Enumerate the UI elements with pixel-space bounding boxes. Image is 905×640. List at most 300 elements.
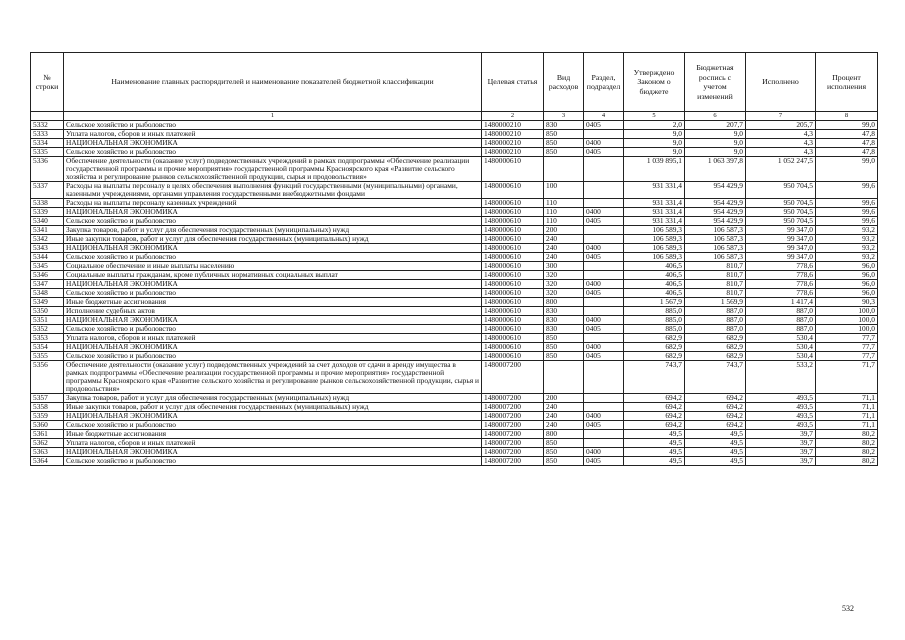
executed-amount: 778,6: [746, 271, 816, 280]
approved-amount: 49,5: [624, 430, 685, 439]
target-article: 1480000610: [482, 307, 544, 316]
approved-amount: 682,9: [624, 334, 685, 343]
executed-amount: 950 704,5: [746, 199, 816, 208]
section-code: [584, 394, 624, 403]
row-name: Сельское хозяйство и рыболовство: [64, 253, 482, 262]
execution-percent: 80,2: [816, 430, 878, 439]
execution-percent: 99,6: [816, 199, 878, 208]
row-number: 5334: [31, 139, 64, 148]
approved-amount: 106 589,3: [624, 253, 685, 262]
budget-amount: 682,9: [685, 343, 746, 352]
row-name: Сельское хозяйство и рыболовство: [64, 325, 482, 334]
row-name: Уплата налогов, сборов и иных платежей: [64, 334, 482, 343]
section-code: 0400: [584, 244, 624, 253]
budget-amount: 954 429,9: [685, 199, 746, 208]
approved-amount: 931 331,4: [624, 217, 685, 226]
row-number: 5360: [31, 421, 64, 430]
approved-amount: 694,2: [624, 421, 685, 430]
execution-percent: 80,2: [816, 448, 878, 457]
section-code: 0400: [584, 448, 624, 457]
approved-amount: 885,0: [624, 316, 685, 325]
target-article: 1480000210: [482, 139, 544, 148]
execution-percent: 100,0: [816, 316, 878, 325]
expense-type: 100: [544, 182, 584, 199]
header-expense-type: Вид расходов: [544, 53, 584, 112]
row-number: 5353: [31, 334, 64, 343]
target-article: 1480000610: [482, 208, 544, 217]
row-name: Закупка товаров, работ и услуг для обеспечения государственных (муниципальных) нужд: [64, 226, 482, 235]
expense-type: 110: [544, 199, 584, 208]
row-name: Сельское хозяйство и рыболовство: [64, 121, 482, 130]
expense-type: 850: [544, 439, 584, 448]
executed-amount: 39,7: [746, 448, 816, 457]
row-name: Иные бюджетные ассигнования: [64, 430, 482, 439]
target-article: 1480000610: [482, 226, 544, 235]
header-row-number: № строки: [31, 53, 64, 112]
row-number: 5350: [31, 307, 64, 316]
table-header-row: [31, 53, 878, 112]
execution-percent: 77,7: [816, 352, 878, 361]
budget-amount: 954 429,9: [685, 182, 746, 199]
row-name: Сельское хозяйство и рыболовство: [64, 421, 482, 430]
budget-amount: 682,9: [685, 352, 746, 361]
budget-amount: 1 569,9: [685, 298, 746, 307]
executed-amount: 530,4: [746, 343, 816, 352]
section-code: 0400: [584, 280, 624, 289]
execution-percent: 93,2: [816, 226, 878, 235]
row-name: НАЦИОНАЛЬНАЯ ЭКОНОМИКА: [64, 448, 482, 457]
expense-type: [544, 157, 584, 182]
executed-amount: 778,6: [746, 280, 816, 289]
budget-amount: 694,2: [685, 394, 746, 403]
budget-amount: 954 429,9: [685, 217, 746, 226]
expense-type: 110: [544, 217, 584, 226]
executed-amount: 39,7: [746, 430, 816, 439]
execution-percent: 93,2: [816, 253, 878, 262]
budget-amount: 887,0: [685, 316, 746, 325]
approved-amount: 49,5: [624, 439, 685, 448]
row-number: 5354: [31, 343, 64, 352]
row-name: НАЦИОНАЛЬНАЯ ЭКОНОМИКА: [64, 208, 482, 217]
expense-type: 200: [544, 394, 584, 403]
target-article: 1480000210: [482, 121, 544, 130]
budget-amount: 810,7: [685, 289, 746, 298]
row-number: 5347: [31, 280, 64, 289]
expense-type: 300: [544, 262, 584, 271]
execution-percent: 71,1: [816, 412, 878, 421]
execution-percent: 99,0: [816, 121, 878, 130]
executed-amount: 530,4: [746, 352, 816, 361]
budget-amount: 9,0: [685, 148, 746, 157]
row-name: Сельское хозяйство и рыболовство: [64, 352, 482, 361]
execution-percent: 100,0: [816, 307, 878, 316]
executed-amount: 950 704,5: [746, 208, 816, 217]
budget-amount: 743,7: [685, 361, 746, 394]
target-article: 1480007200: [482, 430, 544, 439]
target-article: 1480007200: [482, 448, 544, 457]
execution-percent: 96,0: [816, 280, 878, 289]
column-number: 6: [685, 112, 746, 121]
execution-percent: 71,1: [816, 394, 878, 403]
budget-amount: 810,7: [685, 280, 746, 289]
row-number: 5335: [31, 148, 64, 157]
expense-type: 240: [544, 421, 584, 430]
row-number: 5362: [31, 439, 64, 448]
column-number: 1: [64, 112, 482, 121]
expense-type: 240: [544, 403, 584, 412]
budget-amount: 49,5: [685, 457, 746, 466]
header-budget-schedule: Бюджетная роспись с учетом изменений: [685, 53, 746, 112]
target-article: 1480000610: [482, 280, 544, 289]
executed-amount: 778,6: [746, 262, 816, 271]
target-article: 1480000610: [482, 217, 544, 226]
approved-amount: 49,5: [624, 448, 685, 457]
approved-amount: 9,0: [624, 148, 685, 157]
header-target-article: Целевая статья: [482, 53, 544, 112]
execution-percent: 99,6: [816, 208, 878, 217]
section-code: 0405: [584, 325, 624, 334]
execution-percent: 47,8: [816, 139, 878, 148]
approved-amount: 743,7: [624, 361, 685, 394]
executed-amount: 887,0: [746, 316, 816, 325]
column-number: 4: [584, 112, 624, 121]
expense-type: 320: [544, 280, 584, 289]
execution-percent: 80,2: [816, 439, 878, 448]
approved-amount: 406,5: [624, 289, 685, 298]
executed-amount: 39,7: [746, 439, 816, 448]
row-name: Иные закупки товаров, работ и услуг для обеспечения государственных (муниципальных) нужд: [64, 235, 482, 244]
target-article: 1480000210: [482, 130, 544, 139]
row-number: 5333: [31, 130, 64, 139]
budget-amount: 49,5: [685, 448, 746, 457]
executed-amount: 950 704,5: [746, 182, 816, 199]
expense-type: 850: [544, 139, 584, 148]
target-article: 1480000610: [482, 325, 544, 334]
column-number: 5: [624, 112, 685, 121]
budget-amount: 682,9: [685, 334, 746, 343]
section-code: 0400: [584, 316, 624, 325]
row-number: 5340: [31, 217, 64, 226]
target-article: 1480000610: [482, 334, 544, 343]
section-code: [584, 157, 624, 182]
section-code: 0405: [584, 148, 624, 157]
executed-amount: 39,7: [746, 457, 816, 466]
approved-amount: 682,9: [624, 343, 685, 352]
target-article: 1480000610: [482, 182, 544, 199]
executed-amount: 493,5: [746, 403, 816, 412]
executed-amount: 99 347,0: [746, 244, 816, 253]
row-number: 5356: [31, 361, 64, 394]
approved-amount: 406,5: [624, 262, 685, 271]
approved-amount: 106 589,3: [624, 244, 685, 253]
approved-amount: 1 039 895,1: [624, 157, 685, 182]
row-name: Закупка товаров, работ и услуг для обеспечения государственных (муниципальных) нужд: [64, 394, 482, 403]
section-code: [584, 182, 624, 199]
budget-amount: 106 587,3: [685, 253, 746, 262]
approved-amount: 931 331,4: [624, 199, 685, 208]
approved-amount: 106 589,3: [624, 226, 685, 235]
execution-percent: 77,7: [816, 334, 878, 343]
section-code: [584, 361, 624, 394]
execution-percent: 99,6: [816, 217, 878, 226]
header-percent: Процент исполнения: [816, 53, 878, 112]
section-code: 0405: [584, 217, 624, 226]
execution-percent: 90,3: [816, 298, 878, 307]
row-number: 5345: [31, 262, 64, 271]
budget-amount: 207,7: [685, 121, 746, 130]
execution-percent: 77,7: [816, 343, 878, 352]
approved-amount: 106 589,3: [624, 235, 685, 244]
expense-type: 850: [544, 130, 584, 139]
expense-type: 850: [544, 334, 584, 343]
approved-amount: 885,0: [624, 325, 685, 334]
budget-amount: 694,2: [685, 412, 746, 421]
header-section: Раздел, подраздел: [584, 53, 624, 112]
row-name: Расходы на выплаты персоналу казенных учреждений: [64, 199, 482, 208]
table-row: [31, 361, 878, 394]
budget-amount: 106 587,3: [685, 235, 746, 244]
row-name: Социальные выплаты гражданам, кроме публичных нормативных социальных выплат: [64, 271, 482, 280]
row-number: 5336: [31, 157, 64, 182]
section-code: 0400: [584, 343, 624, 352]
section-code: [584, 262, 624, 271]
approved-amount: 9,0: [624, 130, 685, 139]
target-article: 1480000610: [482, 253, 544, 262]
table-row: [31, 298, 878, 307]
table-body: [31, 121, 878, 466]
executed-amount: 530,4: [746, 334, 816, 343]
executed-amount: 493,5: [746, 394, 816, 403]
expense-type: 800: [544, 430, 584, 439]
target-article: 1480000610: [482, 235, 544, 244]
row-number: 5358: [31, 403, 64, 412]
row-name: Обеспечение деятельности (оказание услуг) подведомственных учреждений в рамках подпрограммы «Обеспечение реализации государственной программы и прочие мероприятия» государственной программы Красноярского края «Развитие сельского хозяйства и регулирование рынков сельскохозяйственной продукции, сырья и продовольствия»: [64, 157, 482, 182]
expense-type: 850: [544, 343, 584, 352]
execution-percent: 99,6: [816, 182, 878, 199]
target-article: 1480000610: [482, 352, 544, 361]
header-executed: Исполнено: [746, 53, 816, 112]
section-code: 0405: [584, 253, 624, 262]
expense-type: 320: [544, 289, 584, 298]
row-name: НАЦИОНАЛЬНАЯ ЭКОНОМИКА: [64, 280, 482, 289]
execution-percent: 93,2: [816, 235, 878, 244]
execution-percent: 96,0: [816, 271, 878, 280]
expense-type: 240: [544, 244, 584, 253]
column-number: 3: [544, 112, 584, 121]
execution-percent: 99,0: [816, 157, 878, 182]
approved-amount: 1 567,9: [624, 298, 685, 307]
approved-amount: 49,5: [624, 457, 685, 466]
row-number: 5361: [31, 430, 64, 439]
executed-amount: 533,2: [746, 361, 816, 394]
column-number: 7: [746, 112, 816, 121]
executed-amount: 99 347,0: [746, 226, 816, 235]
row-name: Расходы на выплаты персоналу в целях обеспечения выполнения функций государственными (муниципальными) органами, казенными учреждениями, органами управления государственными внебюджетными фондами: [64, 182, 482, 199]
table-row: [31, 182, 878, 199]
expense-type: 320: [544, 271, 584, 280]
target-article: 1480007200: [482, 457, 544, 466]
column-number: 8: [816, 112, 878, 121]
target-article: 1480000610: [482, 271, 544, 280]
row-name: Уплата налогов, сборов и иных платежей: [64, 439, 482, 448]
budget-amount: 1 063 397,8: [685, 157, 746, 182]
target-article: 1480000610: [482, 199, 544, 208]
execution-percent: 93,2: [816, 244, 878, 253]
approved-amount: 682,9: [624, 352, 685, 361]
row-number: 5363: [31, 448, 64, 457]
approved-amount: 9,0: [624, 139, 685, 148]
row-name: Сельское хозяйство и рыболовство: [64, 457, 482, 466]
section-code: 0405: [584, 421, 624, 430]
target-article: 1480000610: [482, 262, 544, 271]
executed-amount: 4,3: [746, 148, 816, 157]
executed-amount: 887,0: [746, 307, 816, 316]
approved-amount: 885,0: [624, 307, 685, 316]
header-name: Наименование главных распорядителей и наименование показателей бюджетной классификации: [64, 53, 482, 112]
executed-amount: 205,7: [746, 121, 816, 130]
approved-amount: 694,2: [624, 403, 685, 412]
section-code: 0405: [584, 352, 624, 361]
expense-type: 850: [544, 448, 584, 457]
row-number: 5352: [31, 325, 64, 334]
budget-amount: 810,7: [685, 262, 746, 271]
row-number: 5359: [31, 412, 64, 421]
section-code: [584, 226, 624, 235]
section-code: [584, 298, 624, 307]
expense-type: 240: [544, 235, 584, 244]
budget-amount: 49,5: [685, 439, 746, 448]
approved-amount: 2,0: [624, 121, 685, 130]
budget-amount: 9,0: [685, 130, 746, 139]
expense-type: 830: [544, 325, 584, 334]
executed-amount: 887,0: [746, 325, 816, 334]
row-name: Обеспечение деятельности (оказание услуг) подведомственных учреждений за счет доходов от сдачи в аренду имущества в рамках подпрограммы «Обеспечение реализации государственной программы и прочие мероприятия» государственной программы Красноярского края «Развитие сельского хозяйства и регулирование рынков сельскохозяйственной продукции, сырья и продовольствия»: [64, 361, 482, 394]
expense-type: 200: [544, 226, 584, 235]
row-number: 5341: [31, 226, 64, 235]
executed-amount: 99 347,0: [746, 253, 816, 262]
row-number: 5348: [31, 289, 64, 298]
row-name: НАЦИОНАЛЬНАЯ ЭКОНОМИКА: [64, 244, 482, 253]
row-number: 5349: [31, 298, 64, 307]
row-name: НАЦИОНАЛЬНАЯ ЭКОНОМИКА: [64, 412, 482, 421]
budget-amount: 887,0: [685, 325, 746, 334]
row-number: 5355: [31, 352, 64, 361]
executed-amount: 4,3: [746, 130, 816, 139]
budget-amount: 694,2: [685, 421, 746, 430]
page-number: 532: [842, 604, 854, 613]
approved-amount: 694,2: [624, 412, 685, 421]
executed-amount: 493,5: [746, 412, 816, 421]
approved-amount: 931 331,4: [624, 208, 685, 217]
section-code: 0400: [584, 139, 624, 148]
target-article: 1480007200: [482, 421, 544, 430]
executed-amount: 950 704,5: [746, 217, 816, 226]
target-article: 1480007200: [482, 394, 544, 403]
row-name: Сельское хозяйство и рыболовство: [64, 217, 482, 226]
row-number: 5364: [31, 457, 64, 466]
executed-amount: 1 052 247,5: [746, 157, 816, 182]
section-code: 0405: [584, 457, 624, 466]
target-article: 1480007200: [482, 412, 544, 421]
execution-percent: 80,2: [816, 457, 878, 466]
row-number: 5351: [31, 316, 64, 325]
column-number: 2: [482, 112, 544, 121]
row-name: НАЦИОНАЛЬНАЯ ЭКОНОМИКА: [64, 343, 482, 352]
row-name: Иные бюджетные ассигнования: [64, 298, 482, 307]
target-article: 1480000610: [482, 289, 544, 298]
row-number: 5332: [31, 121, 64, 130]
expense-type: 240: [544, 412, 584, 421]
row-number: 5346: [31, 271, 64, 280]
budget-amount: 49,5: [685, 430, 746, 439]
expense-type: 800: [544, 298, 584, 307]
expense-type: [544, 361, 584, 394]
row-name: НАЦИОНАЛЬНАЯ ЭКОНОМИКА: [64, 316, 482, 325]
row-number: 5337: [31, 182, 64, 199]
budget-amount: 106 587,3: [685, 226, 746, 235]
row-name: НАЦИОНАЛЬНАЯ ЭКОНОМИКА: [64, 139, 482, 148]
budget-amount: 694,2: [685, 403, 746, 412]
row-name: Сельское хозяйство и рыболовство: [64, 289, 482, 298]
row-number: 5339: [31, 208, 64, 217]
target-article: 1480007200: [482, 439, 544, 448]
executed-amount: 493,5: [746, 421, 816, 430]
budget-amount: 954 429,9: [685, 208, 746, 217]
row-number: 5344: [31, 253, 64, 262]
expense-type: 110: [544, 208, 584, 217]
target-article: 1480000210: [482, 148, 544, 157]
execution-percent: 47,8: [816, 130, 878, 139]
target-article: 1480000610: [482, 343, 544, 352]
row-name: Уплата налогов, сборов и иных платежей: [64, 130, 482, 139]
row-name: Иные закупки товаров, работ и услуг для обеспечения государственных (муниципальных) нужд: [64, 403, 482, 412]
expense-type: 850: [544, 352, 584, 361]
target-article: 1480007200: [482, 403, 544, 412]
expense-type: 830: [544, 121, 584, 130]
row-number: 5343: [31, 244, 64, 253]
budget-amount: 106 587,3: [685, 244, 746, 253]
execution-percent: 71,1: [816, 403, 878, 412]
execution-percent: 96,0: [816, 262, 878, 271]
section-code: 0400: [584, 412, 624, 421]
target-article: 1480000610: [482, 157, 544, 182]
target-article: 1480000610: [482, 316, 544, 325]
target-article: 1480000610: [482, 244, 544, 253]
budget-amount: 887,0: [685, 307, 746, 316]
execution-percent: 71,1: [816, 421, 878, 430]
approved-amount: 694,2: [624, 394, 685, 403]
target-article: 1480007200: [482, 361, 544, 394]
execution-percent: 71,7: [816, 361, 878, 394]
executed-amount: 1 417,4: [746, 298, 816, 307]
budget-amount: 9,0: [685, 139, 746, 148]
executed-amount: 4,3: [746, 139, 816, 148]
row-name: Исполнение судебных актов: [64, 307, 482, 316]
executed-amount: 99 347,0: [746, 235, 816, 244]
expense-type: 830: [544, 307, 584, 316]
row-name: Сельское хозяйство и рыболовство: [64, 148, 482, 157]
approved-amount: 406,5: [624, 271, 685, 280]
budget-execution-table: [30, 52, 878, 466]
execution-percent: 96,0: [816, 289, 878, 298]
row-number: 5342: [31, 235, 64, 244]
row-number: 5338: [31, 199, 64, 208]
execution-percent: 100,0: [816, 325, 878, 334]
header-approved: Утверждено Законом о бюджете: [624, 53, 685, 112]
expense-type: 850: [544, 148, 584, 157]
table-row: [31, 457, 878, 466]
executed-amount: 778,6: [746, 289, 816, 298]
